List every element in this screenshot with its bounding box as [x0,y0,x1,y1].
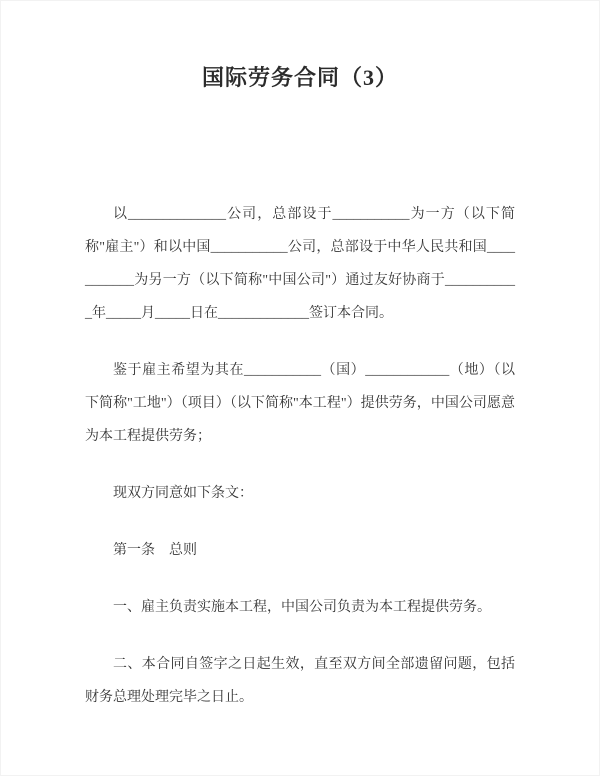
section-heading-article-1: 第一条 总则 [113,543,197,558]
paragraph-clause-1: 一、雇主负责实施本工程，中国公司负责为本工程提供劳务。 [113,600,491,615]
paragraph-clause-2: 二、本合同自签字之日起生效，直至双方间全部遗留问题，包括财务总理处理完毕之日止。 [85,657,515,705]
document-body [1,198,599,714]
paragraph-recitals: 鉴于雇主希望为其在___________（国）____________（地）（以下简称"工地"）（项目）（以下简称"本工程"）提供劳务，中国公司愿意为本工程提供劳务； [85,363,515,444]
document-title: 国际劳务合同（3） [201,65,398,90]
paragraph-parties: 以______________公司，总部设于___________为一方（以下简称"雇主"）和以中国___________公司，总部设于中华人民共和国___________为另一方（以下简称"中国公司"）通过友好协商于___________年_____月_____日在_____________签订本合同。 [85,207,515,321]
paragraph-agreement-intro: 现双方同意如下条文： [113,486,253,501]
